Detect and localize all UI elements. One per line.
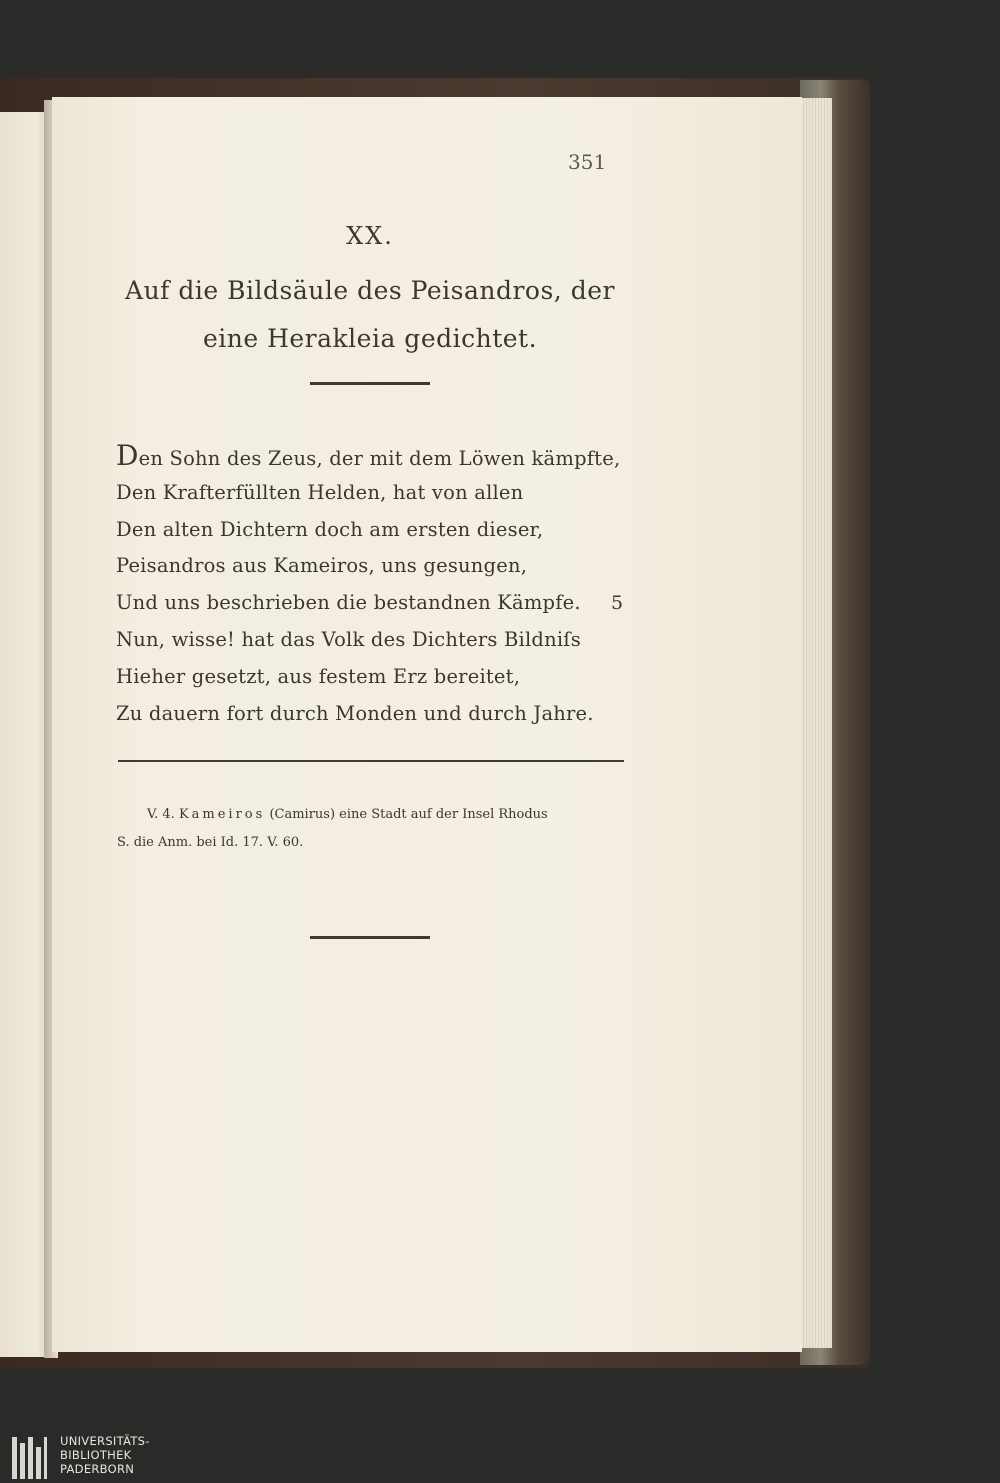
poem-line: Nun, wisse! hat das Volk des Dichters Bildniſs xyxy=(116,627,581,651)
library-logo-icon xyxy=(12,1437,52,1479)
footnote-ref: V. 4. xyxy=(147,807,175,822)
poem-line: Zu dauern fort durch Monden und durch Jahre. xyxy=(116,701,594,725)
library-name-line-2: BIBLIOTHEK xyxy=(60,1448,132,1462)
footnote-text: (Camirus) eine Stadt auf der Insel Rhodus xyxy=(269,807,548,822)
poem-line: Peisandros aus Kameiros, uns gesungen, xyxy=(116,554,528,578)
poem-line: Den Krafterfüllten Helden, hat von allen xyxy=(116,480,524,504)
footnote-divider xyxy=(118,760,624,762)
poem-title-line-2: eine Herakleia gedichtet. xyxy=(202,324,538,353)
poem-line xyxy=(116,585,636,622)
page-number: 351 xyxy=(568,150,607,174)
footnote-line-2: S. die Anm. bei Id. 17. V. 60. xyxy=(117,835,304,850)
footnote xyxy=(117,801,637,857)
poem-body xyxy=(116,438,636,732)
poem-line-text: Und uns beschrieben die bestandnen Kämpfe. xyxy=(116,591,581,615)
line-number: 5 xyxy=(611,592,624,615)
poem-title-line-1: Auf die Bildsäule des Peisandros, der xyxy=(125,276,615,305)
library-name-line-3: PADERBORN xyxy=(60,1462,135,1476)
poem-line-text: en Sohn des Zeus, der mit dem Löwen kämpfte, xyxy=(138,447,621,470)
drop-cap: D xyxy=(116,439,139,472)
poem-line xyxy=(116,438,636,475)
library-name-line-1: UNIVERSITÄTS- xyxy=(60,1434,150,1448)
title-divider xyxy=(310,382,430,385)
footnote-line-1 xyxy=(117,801,637,829)
footnote-keyword: Kameiros xyxy=(178,807,266,822)
end-divider xyxy=(310,936,430,939)
poem-line: Hieher gesetzt, aus festem Erz bereitet, xyxy=(116,664,521,688)
chapter-heading: XX. xyxy=(346,222,394,250)
library-name xyxy=(60,1434,260,1476)
poem-line: Den alten Dichtern doch am ersten dieser, xyxy=(116,517,544,541)
